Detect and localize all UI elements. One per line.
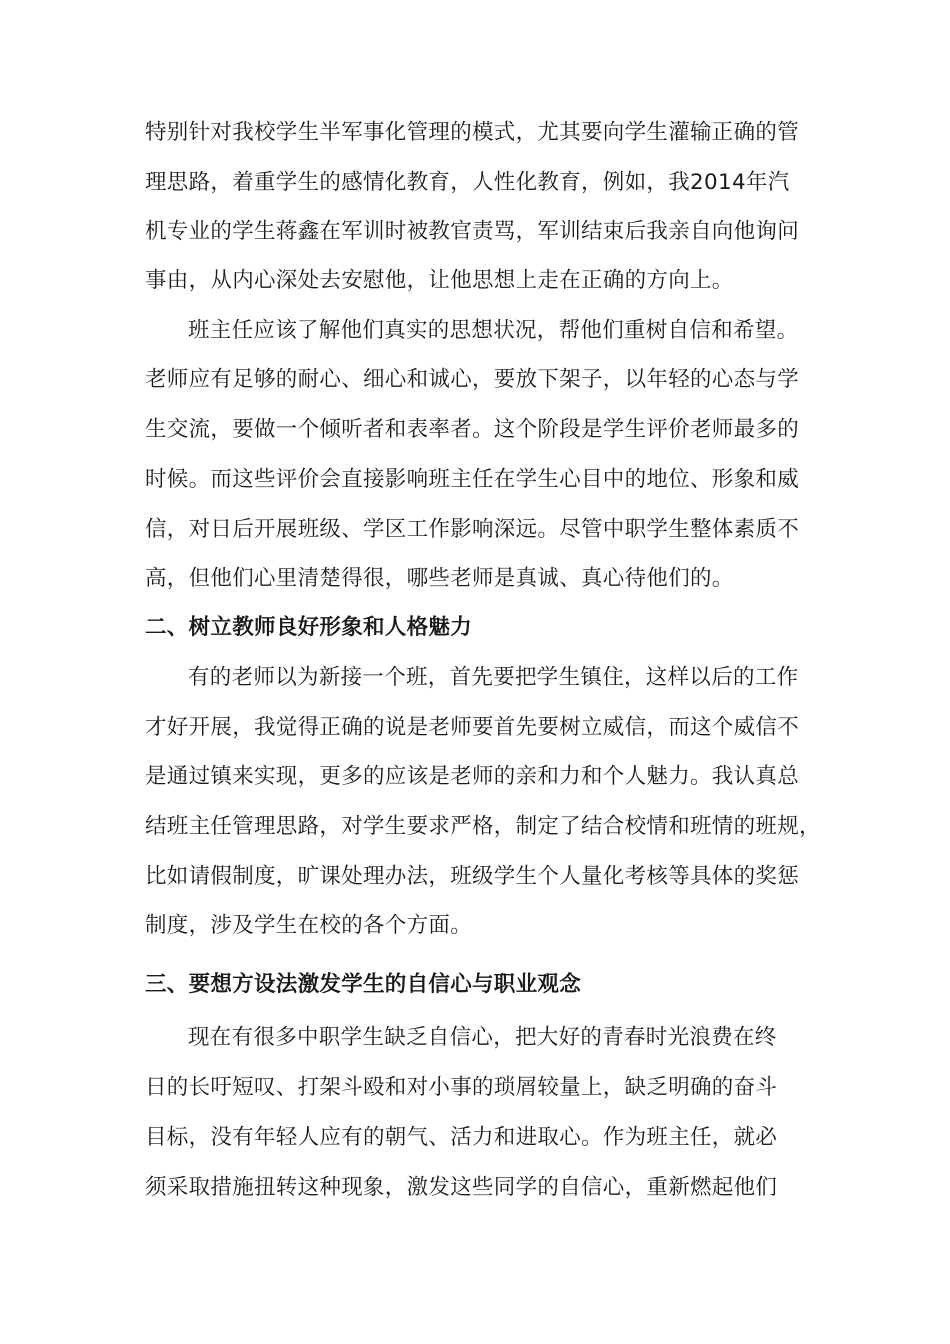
- paragraph-3-line-5: 比如请假制度，旷课处理办法，班级学生个人量化考核等具体的奖惩: [145, 864, 800, 889]
- paragraph-2-line-4: 时候。而这些评价会直接影响班主任在学生心目中的地位、形象和威: [145, 467, 800, 492]
- paragraph-1-line-3: 机专业的学生蒋鑫在军训时被教官责骂，军训结束后我亲自向他询问: [145, 219, 800, 244]
- paragraph-3-line-3: 是通过镇来实现，更多的应该是老师的亲和力和个人魅力。我认真总: [145, 764, 800, 789]
- paragraph-3-line-2: 才好开展，我觉得正确的说是老师要首先要树立威信，而这个威信不: [145, 715, 800, 740]
- paragraph-4-line-4: 须采取措施扭转这种现象，激发这些同学的自信心，重新燃起他们: [145, 1175, 778, 1200]
- paragraph-2-line-6: 高，但他们心里清楚得很，哪些老师是真诚、真心待他们的。: [145, 566, 734, 591]
- paragraph-3-line-1: 有的老师以为新接一个班，首先要把学生镇住，这样以后的工作: [188, 665, 799, 690]
- paragraph-1-line-2: 理思路，着重学生的感情化教育，人性化教育，例如，我2014年汽: [145, 170, 790, 195]
- paragraph-2-line-5: 信，对日后开展班级、学区工作影响深远。尽管中职学生整体素质不: [145, 517, 800, 542]
- paragraph-2-line-2: 老师应有足够的耐心、细心和诚心，要放下架子，以年轻的心态与学: [145, 367, 800, 392]
- section-heading-2: 二、树立教师良好形象和人格魅力: [145, 615, 473, 640]
- paragraph-1-line-1: 特别针对我校学生半军事化管理的模式，尤其要向学生灌输正确的管: [145, 120, 800, 145]
- paragraph-4-line-3: 目标，没有年轻人应有的朝气、活力和进取心。作为班主任，就必: [145, 1125, 778, 1150]
- paragraph-2-line-3: 生交流，要做一个倾听者和表率者。这个阶段是学生评价老师最多的: [145, 417, 800, 442]
- paragraph-1-line-4: 事由，从内心深处去安慰他，让他思想上走在正确的方向上。: [145, 268, 734, 293]
- section-heading-3: 三、要想方设法激发学生的自信心与职业观念: [145, 972, 582, 997]
- paragraph-4-line-1: 现在有很多中职学生缺乏自信心，把大好的青春时光浪费在终: [188, 1025, 777, 1050]
- paragraph-4-line-2: 日的长吁短叹、打架斗殴和对小事的琐屑较量上，缺乏明确的奋斗: [145, 1075, 778, 1100]
- paragraph-3-line-6: 制度，涉及学生在校的各个方面。: [145, 913, 473, 938]
- paragraph-3-line-4: 结班主任管理思路，对学生要求严格，制定了结合校情和班情的班规，: [145, 814, 821, 839]
- paragraph-2-line-1: 班主任应该了解他们真实的思想状况，帮他们重树自信和希望。: [188, 318, 799, 343]
